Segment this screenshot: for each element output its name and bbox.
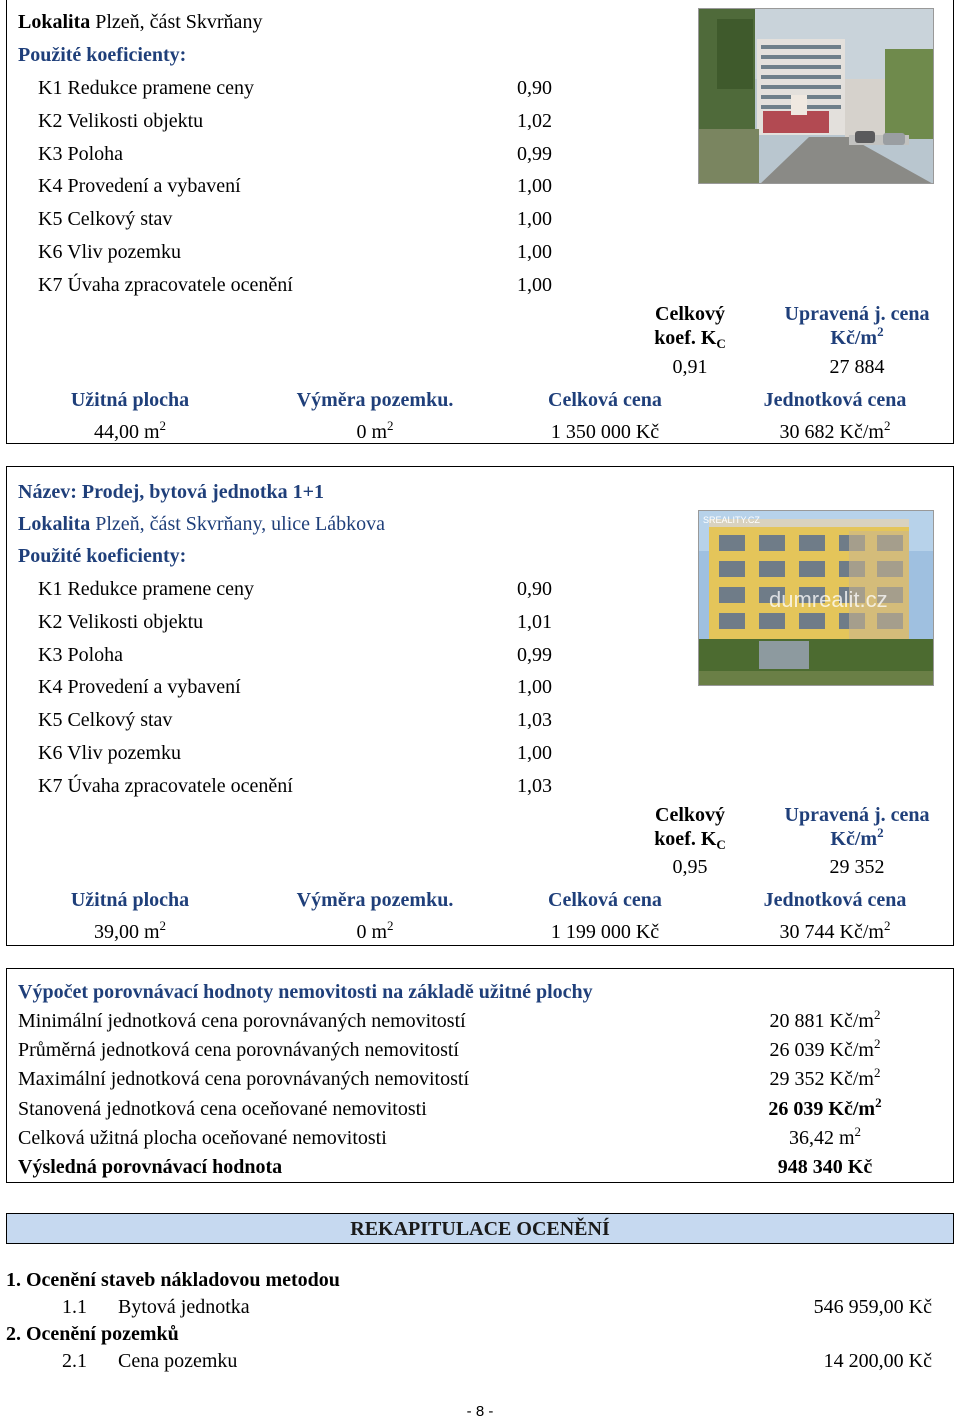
summary-row-value: 948 340 Kč [777, 1156, 873, 1178]
p2-coef-value: 1,01 [517, 610, 552, 633]
p2-location: Lokalita Plzeň, část Skvrňany, ulice Lábkova [18, 513, 385, 535]
p1-coef-label: K4 Provedení a vybavení [38, 175, 241, 198]
p1-adj-price-value: 27 884 [829, 356, 885, 378]
recap-section-2: 2. Ocenění pozemků [6, 1323, 179, 1345]
p1-total-coef-label: Celkový koef. $K_C$ [654, 303, 726, 351]
p2-total-coef-label: Celkový koef. $K_C$ [654, 804, 726, 852]
p1-coef-label: K1 Redukce pramene ceny [38, 77, 255, 99]
p1-coef-value: 0,99 [517, 142, 552, 165]
p2-total-coef-value: 0,95 [672, 856, 708, 878]
p1-coef-label: K3 Poloha [38, 142, 123, 165]
p1-coef-value: 0,90 [517, 77, 552, 99]
p1-coef-value: 1,02 [517, 109, 552, 132]
p2-col-total-price: Celková cena [548, 889, 662, 911]
p2-coef-value: 0,99 [517, 643, 552, 666]
p1-col-total-price: Celková cena [548, 389, 662, 411]
p1-coef-label: K5 Celkový stav [38, 208, 173, 231]
p1-land-area: 0 $m^2$ [356, 418, 394, 443]
recap-item-2-value: 14 200,00 Kč [823, 1350, 932, 1372]
summary-row-label: Maximální jednotková cena porovnávaných nemovitostí [18, 1068, 469, 1091]
p2-unit-price: 30 744 $Kč/m^2$ [779, 918, 891, 943]
p2-coef-label: K5 Celkový stav [38, 709, 173, 732]
summary-row-label: Celková užitná plocha oceňované nemovitosti [18, 1126, 387, 1149]
p2-coef-heading: Použité koeficienty: [18, 545, 187, 567]
p1-col-unit-price: Jednotková cena [763, 389, 907, 411]
p1-col-usable-area: Užitná plocha [70, 389, 190, 411]
p2-land-area: 0 $m^2$ [356, 918, 394, 943]
p1-coef-label: K7 Úvaha zpracovatele ocenění [38, 273, 293, 296]
p1-coef-value: 1,00 [517, 208, 552, 231]
summary-row-label: Minimální jednotková cena porovnávaných nemovitostí [18, 1010, 466, 1032]
p2-usable-area: 39,00 $m^2$ [93, 918, 167, 943]
recap-item-1-value: 546 959,00 Kč [813, 1296, 932, 1318]
p2-coef-value: 0,90 [517, 578, 552, 600]
summary-row-label: Průměrná jednotková cena porovnávaných nemovitostí [18, 1039, 459, 1062]
p1-adj-price-label: Upravená j. cena $Kč/m^2$ [784, 303, 930, 349]
p2-coef-value: 1,00 [517, 742, 552, 764]
page-number: - 8 - [466, 1403, 494, 1420]
p1-total-coef-value: 0,91 [672, 356, 708, 378]
p2-coef-label: K1 Redukce pramene ceny [38, 578, 255, 600]
p1-coef-label: K2 Velikosti objektu [38, 109, 204, 132]
recap-item-2-num: 2.1 [62, 1350, 87, 1372]
p2-coef-label: K4 Provedení a vybavení [38, 676, 241, 699]
summary-row-value: 26 039 $Kč/m^2$ [769, 1036, 881, 1062]
p1-coef-heading: Použité koeficienty: [18, 44, 187, 66]
p2-coef-value: 1,03 [517, 774, 552, 797]
p2-name: Název: Prodej, bytová jednotka 1+1 [18, 481, 324, 503]
p2-coef-label: K7 Úvaha zpracovatele ocenění [38, 774, 293, 797]
p2-adj-price-label: Upravená j. cena $Kč/m^2$ [784, 804, 930, 850]
p2-coef-label: K6 Vliv pozemku [38, 742, 181, 764]
p1-coef-value: 1,00 [517, 241, 552, 263]
recap-item-2-label: Cena pozemku [118, 1350, 238, 1372]
recap-section-1: 1. Ocenění staveb nákladovou metodou [6, 1269, 340, 1291]
summary-row-value: 20 881 $Kč/m^2$ [769, 1007, 881, 1032]
p1-unit-price: 30 682 $Kč/m^2$ [779, 418, 891, 443]
apartment-building-photo [698, 510, 934, 686]
p2-total-price: 1 199 000 Kč [550, 921, 660, 943]
panel-building-photo [698, 8, 934, 184]
p1-coef-value: 1,00 [517, 175, 552, 198]
summary-row-value: 29 352 $Kč/m^2$ [769, 1065, 881, 1091]
watermark-2: dumrealit.cz [769, 587, 888, 612]
summary-row-value: 26 039 $Kč/m^2$ [768, 1094, 882, 1120]
summary-row-label: Výsledná porovnávací hodnota [18, 1156, 283, 1178]
p2-col-usable-area: Užitná plocha [70, 889, 190, 911]
p1-col-land-area: Výměra pozemku. [296, 389, 454, 411]
p2-col-land-area: Výměra pozemku. [296, 889, 454, 911]
summary-row-value: 36,42 $m^2$ [788, 1123, 862, 1149]
p1-coef-label: K6 Vliv pozemku [38, 241, 181, 263]
recap-title: REKAPITULACE OCENĚNÍ [350, 1218, 610, 1240]
summary-row-label: Stanovená jednotková cena oceňované nemovitosti [18, 1097, 427, 1120]
p2-coef-label: K3 Poloha [38, 643, 123, 666]
p1-location: Lokalita Plzeň, část Skvrňany [18, 11, 263, 33]
p2-adj-price-value: 29 352 [829, 856, 885, 878]
p2-col-unit-price: Jednotková cena [763, 889, 907, 911]
p2-coef-value: 1,03 [517, 709, 552, 732]
recap-item-1-label: Bytová jednotka [118, 1296, 250, 1318]
p1-total-price: 1 350 000 Kč [550, 421, 660, 443]
p2-coef-value: 1,00 [517, 676, 552, 699]
summary-heading: Výpočet porovnávací hodnoty nemovitosti na základě užitné plochy [18, 981, 593, 1003]
p1-usable-area: 44,00 $m^2$ [93, 418, 167, 443]
p1-coef-value: 1,00 [517, 273, 552, 296]
p2-coef-label: K2 Velikosti objektu [38, 610, 204, 633]
watermark-1: SREALITY.CZ [703, 515, 760, 525]
recap-item-1-num: 1.1 [62, 1296, 87, 1318]
